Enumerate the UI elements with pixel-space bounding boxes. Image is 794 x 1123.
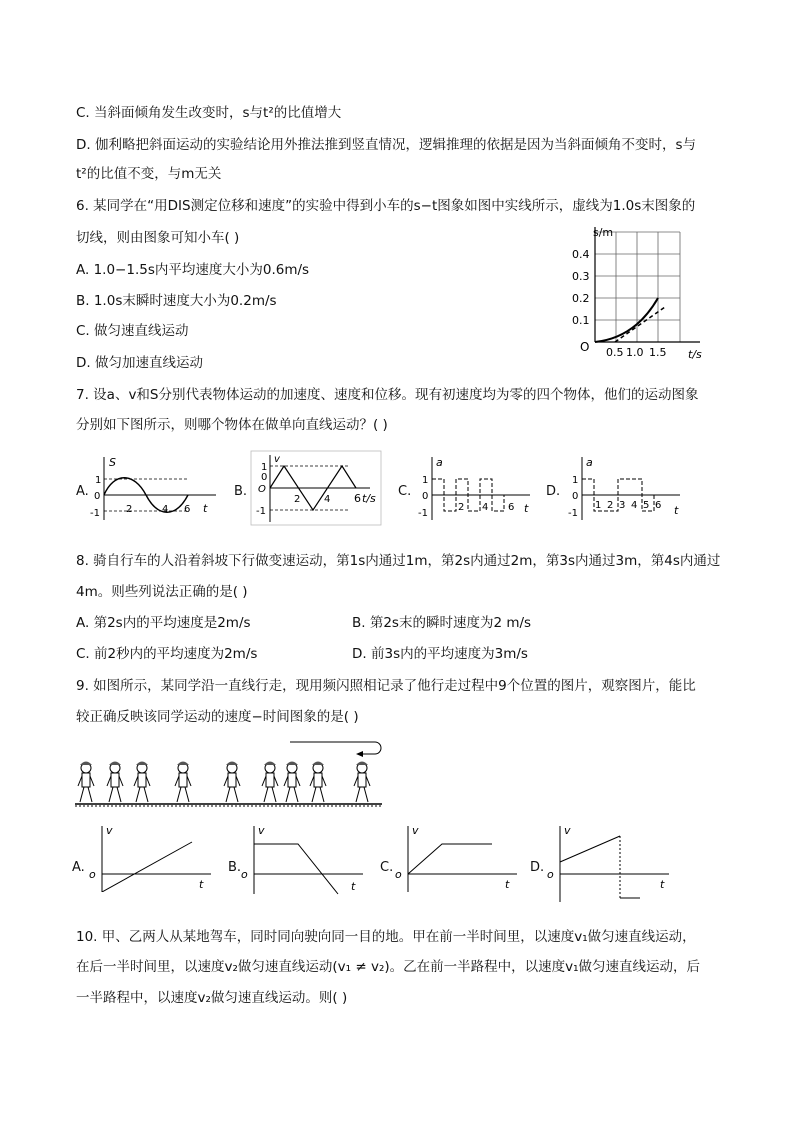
q9-option-a[interactable]: A. [72, 860, 85, 875]
svg-text:4: 4 [324, 494, 331, 505]
svg-text:O: O [258, 484, 266, 495]
q6-x-label: t/s [688, 348, 702, 361]
svg-text:2: 2 [126, 504, 133, 515]
q9-strobe-photo [70, 736, 390, 808]
q9-graph-c [392, 822, 522, 892]
q8-stem-line1: 8. 骑自行车的人沿着斜坡下行做变速运动，第1s内通过1m，第2s内通过2m，第3s内通过3m，第4s内通过 [76, 553, 721, 569]
q6-ytick: 0.4 [572, 248, 590, 261]
svg-text:4: 4 [482, 502, 489, 513]
q6-xtick: 0.5 [606, 346, 624, 359]
q6-xtick: 1.0 [626, 346, 644, 359]
q8-option-d[interactable]: D. 前3s内的平均速度为3m/s [352, 646, 528, 662]
svg-text:0: 0 [94, 491, 101, 502]
q10-stem-line2: 在后一半时间里，以速度v₂做匀速直线运动(v₁ ≠ v₂)。乙在前一半路程中，以速度v₁做匀速直线运动，后 [76, 959, 701, 975]
svg-text:o: o [547, 868, 554, 881]
q8-option-a[interactable]: A. 第2s内的平均速度是2m/s [76, 615, 251, 631]
svg-text:t/s: t/s [362, 492, 376, 505]
q7-option-a[interactable]: A. [76, 484, 89, 499]
q7-option-b[interactable]: B. [234, 484, 248, 499]
svg-text:a: a [586, 456, 593, 469]
svg-text:t: t [203, 502, 208, 515]
svg-text:5: 5 [643, 500, 650, 511]
q6-option-d[interactable]: D. 做匀加速直线运动 [76, 355, 203, 371]
walker-figure [78, 762, 94, 803]
walker-figure [175, 762, 191, 803]
svg-text:0: 0 [261, 472, 268, 483]
q9-graph-d [544, 822, 674, 904]
q6-option-a[interactable]: A. 1.0−1.5s内平均速度大小为0.6m/s [76, 262, 310, 278]
svg-text:-1: -1 [256, 506, 266, 517]
q9-option-c[interactable]: C. [380, 860, 394, 875]
walker-figure [354, 762, 370, 803]
svg-text:6: 6 [655, 500, 662, 511]
q5-option-c[interactable]: C. 当斜面倾角发生改变时，s与t²的比值增大 [76, 105, 342, 121]
q6-tangent-line [615, 307, 665, 342]
q9-graph-b [238, 822, 368, 896]
svg-text:4: 4 [631, 500, 638, 511]
q6-y-label: s/m [593, 226, 614, 239]
q9-walker-figures [78, 762, 370, 803]
q7-stem-line2: 分别如下图所示，则哪个物体在做单向直线运动？( ) [76, 417, 388, 433]
svg-text:6: 6 [184, 504, 191, 515]
svg-text:t: t [660, 878, 665, 891]
svg-text:o: o [89, 868, 96, 881]
svg-text:t: t [199, 878, 204, 891]
q9-stem-line2: 较正确反映该同学运动的速度−时间图象的是( ) [76, 709, 359, 725]
svg-text:1: 1 [595, 500, 602, 511]
svg-text:0: 0 [422, 491, 429, 502]
q6-grid [595, 232, 680, 342]
q6-stem-line1: 6. 某同学在“用DIS测定位移和速度”的实验中得到小车的s−t图象如图中实线所示，虚线为1.0s末图象的 [76, 198, 696, 214]
svg-text:3: 3 [619, 500, 626, 511]
q6-stem-line2: 切线，则由图象可知小车( ) [76, 230, 240, 246]
q6-ytick: 0.2 [572, 292, 590, 305]
q6-option-c[interactable]: C. 做匀速直线运动 [76, 323, 189, 339]
svg-text:1: 1 [422, 475, 429, 486]
q7-graph-b [250, 450, 385, 526]
walker-figure [262, 762, 278, 803]
walker-figure [107, 762, 123, 803]
svg-text:o: o [241, 868, 248, 881]
svg-text:t: t [524, 502, 529, 515]
walker-figure [310, 762, 326, 803]
svg-text:t: t [505, 878, 510, 891]
svg-text:t: t [351, 880, 356, 893]
q9-option-d[interactable]: D. [530, 860, 545, 875]
walker-figure [134, 762, 150, 803]
svg-text:2: 2 [607, 500, 614, 511]
q8-option-b[interactable]: B. 第2s末的瞬时速度为2 m/s [352, 615, 532, 631]
svg-text:-1: -1 [418, 508, 428, 519]
q8-option-c[interactable]: C. 前2秒内的平均速度为2m/s [76, 646, 258, 662]
q6-st-graph [560, 222, 710, 364]
q7-stem-line1: 7. 设a、v和S分别代表物体运动的加速度、速度和位移。现有初速度均为零的四个物体，他们的运动图象 [76, 387, 699, 403]
svg-text:S: S [109, 456, 116, 469]
q6-xtick: 1.5 [649, 346, 667, 359]
svg-text:v: v [564, 824, 571, 837]
svg-text:4: 4 [162, 504, 169, 515]
svg-text:a: a [436, 456, 443, 469]
walker-figure [284, 762, 300, 803]
q7-option-d[interactable]: D. [546, 484, 561, 499]
q7-option-c[interactable]: C. [398, 484, 412, 499]
svg-text:-1: -1 [568, 508, 578, 519]
svg-text:o: o [395, 868, 402, 881]
svg-text:1: 1 [95, 475, 102, 486]
q10-stem-line1: 10. 甲、乙两人从某地驾车，同时同向驶向同一目的地。甲在前一半时间里，以速度v₁做匀速直线运动， [76, 929, 696, 945]
svg-text:-1: -1 [90, 508, 100, 519]
svg-text:v: v [258, 824, 265, 837]
q10-stem-line3: 一半路程中，以速度v₂做匀速直线运动。则( ) [76, 990, 348, 1006]
q8-stem-line2: 4m。则些列说法正确的是( ) [76, 584, 248, 600]
q6-origin: O [580, 340, 590, 354]
q9-direction-arrow [290, 742, 381, 757]
svg-text:1: 1 [261, 462, 268, 473]
svg-text:1: 1 [572, 475, 579, 486]
svg-text:2: 2 [294, 494, 301, 505]
svg-text:0: 0 [572, 491, 579, 502]
svg-text:6: 6 [354, 492, 361, 505]
q6-option-b[interactable]: B. 1.0s末瞬时速度大小为0.2m/s [76, 293, 277, 309]
q7-graph-d [562, 452, 687, 526]
q9-graph-a [86, 822, 216, 892]
svg-text:v: v [106, 824, 113, 837]
svg-text:6: 6 [508, 502, 515, 513]
svg-text:v: v [412, 824, 419, 837]
q6-ytick: 0.1 [572, 314, 590, 327]
q7-graph-c [412, 452, 537, 526]
walker-figure [224, 762, 240, 803]
q5-option-d-line2: t²的比值不变，与m无关 [76, 166, 222, 182]
q6-ytick: 0.3 [572, 270, 590, 283]
q5-option-d-line1[interactable]: D. 伽利略把斜面运动的实验结论用外推法推到竖直情况，逻辑推理的依据是因为当斜面倾角不变时，s与 [76, 137, 697, 153]
q9-option-b[interactable]: B. [228, 860, 242, 875]
svg-text:2: 2 [458, 502, 465, 513]
q7-graph-a [88, 452, 223, 526]
q9-stem-line1: 9. 如图所示，某同学沿一直线行走，现用频闪照相记录了他行走过程中9个位置的图片，观察图片，能比 [76, 678, 696, 694]
svg-text:t: t [674, 504, 679, 517]
svg-text:v: v [274, 454, 280, 465]
